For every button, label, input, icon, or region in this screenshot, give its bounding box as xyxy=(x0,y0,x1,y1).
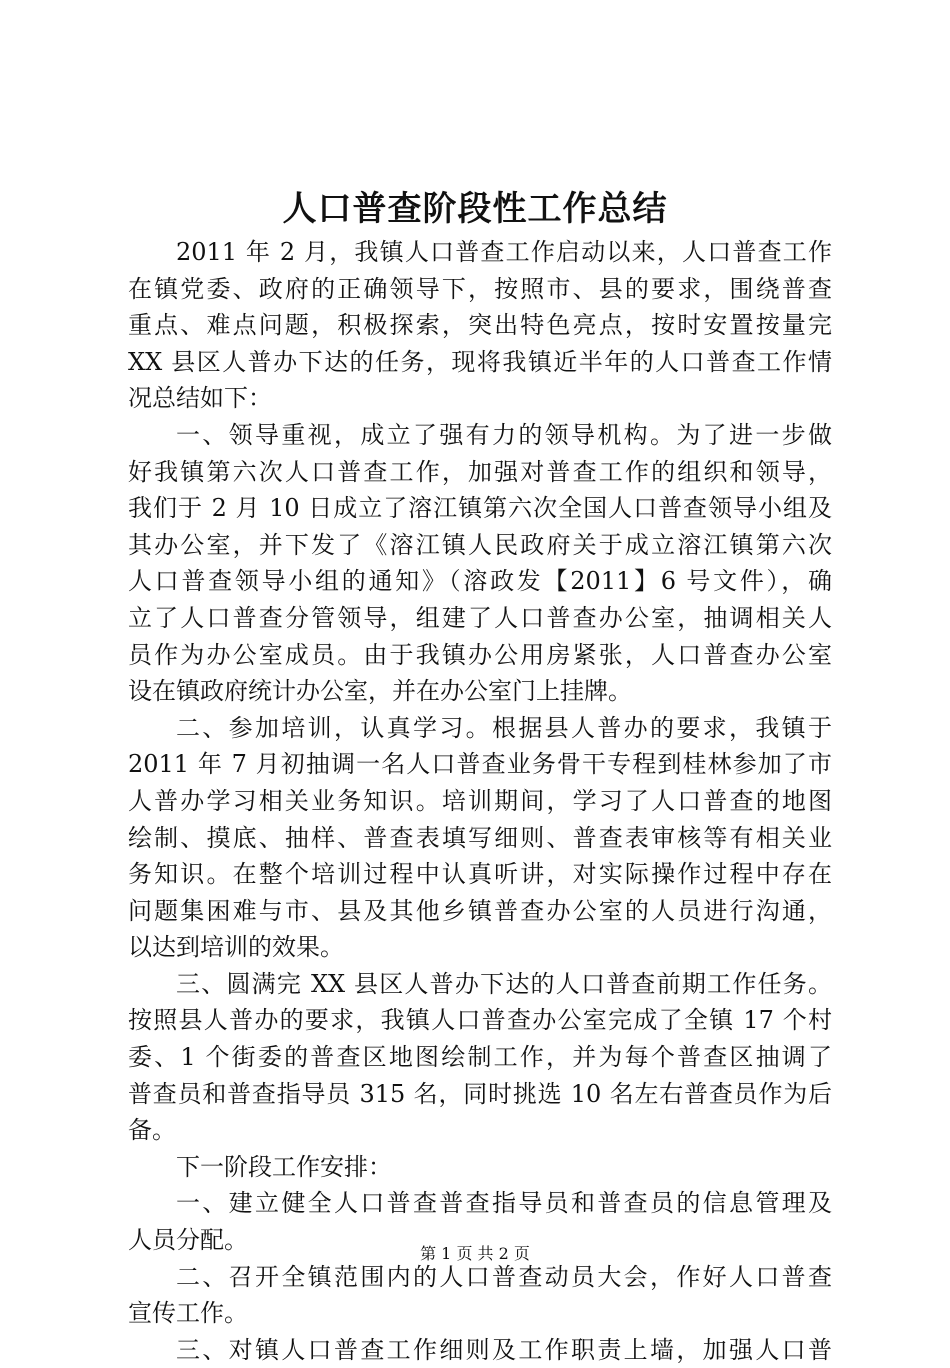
text-line: 在镇党委、政府的正确领导下，按照市、县的要求，围绕普查 xyxy=(128,274,832,303)
text-line: 问题集困难与市、县及其他乡镇普查办公室的人员进行沟通， xyxy=(128,896,832,925)
text-line: XX 县区人普办下达的任务，现将我镇近半年的人口普查工作情 xyxy=(128,347,832,376)
document-body xyxy=(128,234,832,1368)
text-line: 二、参加培训，认真学习。根据县人普办的要求，我镇于 xyxy=(176,713,832,742)
text-line: 人员分配。 xyxy=(128,1226,248,1255)
text-line: 按照县人普办的要求，我镇人口普查办公室完成了全镇 17 个村 xyxy=(128,1006,832,1035)
text-line: 其办公室，并下发了《溶江镇人民政府关于成立溶江镇第六次 xyxy=(128,530,832,559)
page-footer: 第 1 页 共 2 页 xyxy=(420,1244,530,1263)
text-line: 员作为办公室成员。由于我镇办公用房紧张，人口普查办公室 xyxy=(128,640,832,669)
text-line: 人普办学习相关业务知识。培训期间，学习了人口普查的地图 xyxy=(128,786,832,815)
text-line: 重点、难点问题，积极探索，突出特色亮点，按时安置按量完 xyxy=(128,311,832,340)
text-line: 况总结如下： xyxy=(128,384,272,413)
text-line: 一、领导重视，成立了强有力的领导机构。为了进一步做 xyxy=(176,420,832,449)
text-line: 2011 年 7 月初抽调一名人口普查业务骨干专程到桂林参加了市 xyxy=(128,750,832,779)
text-line: 人口普查领导小组的通知》（溶政发【2011】6 号文件），确 xyxy=(128,567,832,596)
text-line: 宣传工作。 xyxy=(128,1299,248,1328)
text-line: 委、1 个街委的普查区地图绘制工作，并为每个普查区抽调了 xyxy=(128,1043,832,1072)
text-line: 以达到培训的效果。 xyxy=(128,933,344,962)
text-line: 绘制、摸底、抽样、普查表填写细则、普查表审核等有相关业 xyxy=(128,823,832,852)
text-line: 一、建立健全人口普查普查指导员和普查员的信息管理及 xyxy=(176,1189,832,1218)
text-line: 2011 年 2 月，我镇人口普查工作启动以来，人口普查工作 xyxy=(176,238,832,266)
text-line: 三、对镇人口普查工作细则及工作职责上墙，加强人口普 xyxy=(176,1335,832,1364)
text-line: 务知识。在整个培训过程中认真听讲，对实际操作过程中存在 xyxy=(128,860,832,889)
text-line: 下一阶段工作安排： xyxy=(176,1152,392,1181)
text-line: 备。 xyxy=(128,1116,176,1145)
text-line: 三、圆满完 XX 县区人普办下达的人口普查前期工作任务。 xyxy=(176,969,832,998)
text-line: 二、召开全镇范围内的人口普查动员大会，作好人口普查 xyxy=(176,1262,832,1291)
text-line: 设在镇政府统计办公室，并在办公室门上挂牌。 xyxy=(128,677,632,706)
document-title: 人口普查阶段性工作总结 xyxy=(282,189,668,229)
text-line: 好我镇第六次人口普查工作，加强对普查工作的组织和领导， xyxy=(128,457,832,486)
text-line: 我们于 2 月 10 日成立了溶江镇第六次全国人口普查领导小组及 xyxy=(128,494,832,523)
text-line: 普查员和普查指导员 315 名，同时挑选 10 名左右普查员作为后 xyxy=(128,1079,832,1108)
text-line: 立了人口普查分管领导，组建了人口普查办公室，抽调相关人 xyxy=(128,603,832,632)
